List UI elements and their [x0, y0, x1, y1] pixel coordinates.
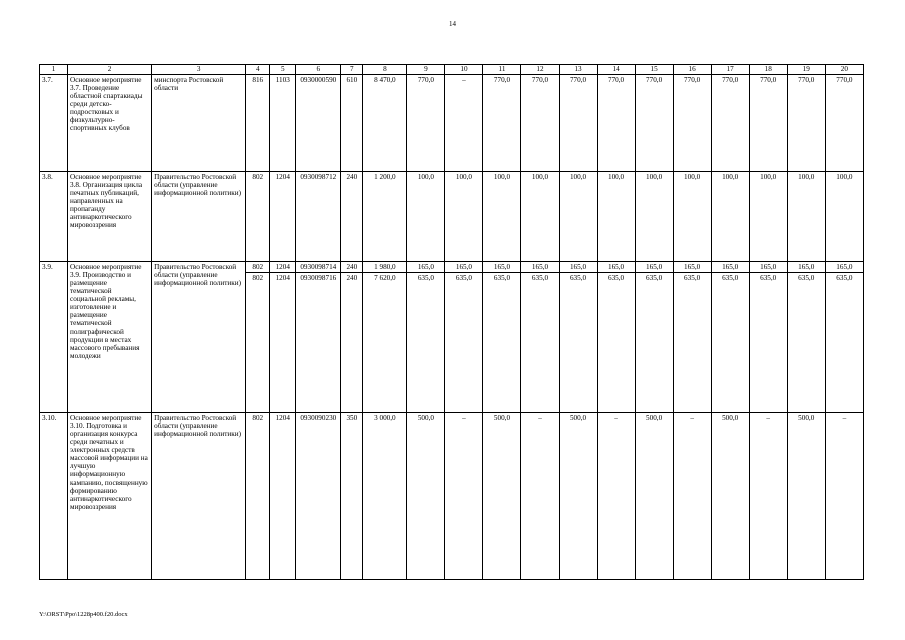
- document-file-path: Y:\ORST\Ppo\1228p400.f20.docx: [39, 611, 128, 618]
- line-1: 802: [252, 263, 264, 271]
- column-header: 12: [521, 65, 559, 75]
- cell-year: 770,0: [407, 75, 445, 172]
- column-header: 7: [341, 65, 363, 75]
- cell-year: 500,0: [635, 413, 673, 580]
- row-number: 3.7.: [40, 75, 68, 172]
- cell-year: 770,0: [635, 75, 673, 172]
- cell-year: –: [825, 413, 863, 580]
- line-2: 802: [246, 272, 269, 282]
- cell-grbs: 802: [246, 413, 270, 580]
- line-1: 240: [346, 263, 358, 271]
- line-1: 0930098714: [300, 263, 337, 271]
- cell-year: 770,0: [559, 75, 597, 172]
- cell-year: 770,0: [673, 75, 711, 172]
- line-1: 165,0: [646, 263, 663, 271]
- activity-name: Основное мероприятие 3.10. Подготовка и организация конкурса среди печатных и электронных средств массовой информации на лучшую информационную кампанию, посвященную формированию антинаркотического мировоззрения: [68, 413, 152, 580]
- line-2: 635,0: [521, 272, 558, 282]
- column-header: 13: [559, 65, 597, 75]
- executor: минспорта Ростовской области: [152, 75, 246, 172]
- line-1: 165,0: [760, 263, 777, 271]
- line-1: 165,0: [417, 263, 434, 271]
- cell-year: 770,0: [825, 75, 863, 172]
- row-number: 3.8.: [40, 172, 68, 262]
- executor: Правительство Ростовской области (управление информационной политики): [152, 172, 246, 262]
- line-2: 635,0: [712, 272, 749, 282]
- cell-vr: [341, 262, 363, 413]
- cell-year: –: [521, 413, 559, 580]
- column-header: 14: [597, 65, 635, 75]
- line-2: 635,0: [407, 272, 444, 282]
- column-header: 19: [787, 65, 825, 75]
- cell-rzpr: [270, 262, 296, 413]
- cell-year: [483, 262, 521, 413]
- column-header: 16: [673, 65, 711, 75]
- line-1: 165,0: [722, 263, 739, 271]
- cell-year: 100,0: [787, 172, 825, 262]
- line-2: 240: [341, 272, 362, 282]
- budget-table-container: [39, 64, 864, 580]
- line-2: 7 620,0: [363, 272, 406, 282]
- cell-year: 100,0: [673, 172, 711, 262]
- cell-year: 770,0: [483, 75, 521, 172]
- cell-year: –: [749, 413, 787, 580]
- line-1: 165,0: [798, 263, 815, 271]
- cell-total: 1 200,0: [363, 172, 407, 262]
- cell-year: [407, 262, 445, 413]
- activity-name: Основное мероприятие 3.9. Производство и размещение тематической социальной рекламы, изготовление и размещение тематической полиграфической продукции в местах массового пребывания молодежи: [68, 262, 152, 413]
- column-header: 8: [363, 65, 407, 75]
- cell-year: [787, 262, 825, 413]
- line-1: 1204: [275, 263, 290, 271]
- line-2: 635,0: [560, 272, 597, 282]
- cell-year: 100,0: [597, 172, 635, 262]
- column-header: 2: [68, 65, 152, 75]
- cell-grbs: [246, 262, 270, 413]
- line-2: 635,0: [483, 272, 520, 282]
- row-number: 3.9.: [40, 262, 68, 413]
- column-header: 6: [296, 65, 341, 75]
- cell-year: [635, 262, 673, 413]
- line-1: 165,0: [569, 263, 587, 271]
- line-2: 635,0: [674, 272, 711, 282]
- column-header: 1: [40, 65, 68, 75]
- cell-vr: 350: [341, 413, 363, 580]
- column-header: 18: [749, 65, 787, 75]
- table-row: [40, 75, 864, 172]
- cell-year: 100,0: [711, 172, 749, 262]
- cell-year: [445, 262, 483, 413]
- cell-csr: [296, 262, 341, 413]
- line-1: 165,0: [684, 263, 701, 271]
- executor: Правительство Ростовской области (управление информационной политики): [152, 262, 246, 413]
- cell-vr: 240: [341, 172, 363, 262]
- line-1: 1 980,0: [374, 263, 396, 271]
- column-header: 9: [407, 65, 445, 75]
- column-header: 4: [246, 65, 270, 75]
- cell-year: 500,0: [711, 413, 749, 580]
- line-2: 635,0: [636, 272, 673, 282]
- cell-year: [559, 262, 597, 413]
- column-header: 11: [483, 65, 521, 75]
- cell-rzpr: 1103: [270, 75, 296, 172]
- cell-total: [363, 262, 407, 413]
- cell-year: 770,0: [711, 75, 749, 172]
- cell-year: 770,0: [787, 75, 825, 172]
- line-1: 165,0: [607, 263, 625, 271]
- line-1: 165,0: [531, 263, 549, 271]
- column-header: 15: [635, 65, 673, 75]
- cell-year: 100,0: [559, 172, 597, 262]
- cell-total: 8 470,0: [363, 75, 407, 172]
- line-1: 165,0: [836, 263, 853, 271]
- cell-year: [711, 262, 749, 413]
- line-2: 635,0: [598, 272, 635, 282]
- cell-year: –: [445, 75, 483, 172]
- cell-vr: 610: [341, 75, 363, 172]
- budget-table: [39, 64, 864, 580]
- page-number: 14: [449, 20, 456, 28]
- cell-year: 100,0: [445, 172, 483, 262]
- table-row: [40, 413, 864, 580]
- cell-year: [597, 262, 635, 413]
- cell-year: 500,0: [483, 413, 521, 580]
- cell-rzpr: 1204: [270, 413, 296, 580]
- cell-year: 770,0: [749, 75, 787, 172]
- cell-year: 770,0: [597, 75, 635, 172]
- cell-year: 100,0: [635, 172, 673, 262]
- line-2: 635,0: [750, 272, 787, 282]
- column-header: 10: [445, 65, 483, 75]
- line-1: 165,0: [493, 263, 511, 271]
- cell-year: 100,0: [407, 172, 445, 262]
- cell-year: 500,0: [407, 413, 445, 580]
- cell-year: –: [673, 413, 711, 580]
- column-header: 17: [711, 65, 749, 75]
- line-2: 1204: [270, 272, 295, 282]
- table-row: [40, 172, 864, 262]
- cell-csr: 0930090230: [296, 413, 341, 580]
- cell-year: [521, 262, 559, 413]
- line-2: 635,0: [445, 272, 482, 282]
- activity-name: Основное мероприятие 3.8. Организация цикла печатных публикаций, направленных на пропаганду антинаркотического мировоззрения: [68, 172, 152, 262]
- cell-rzpr: 1204: [270, 172, 296, 262]
- cell-year: [825, 262, 863, 413]
- cell-csr: 0930000590: [296, 75, 341, 172]
- cell-year: 100,0: [483, 172, 521, 262]
- column-header: 3: [152, 65, 246, 75]
- cell-year: [673, 262, 711, 413]
- column-header: 5: [270, 65, 296, 75]
- activity-name: Основное мероприятие 3.7. Проведение областной спартакиады среди детско-подростковых и физкультурно-спортивных клубов: [68, 75, 152, 172]
- cell-year: 100,0: [749, 172, 787, 262]
- cell-grbs: 816: [246, 75, 270, 172]
- cell-year: –: [597, 413, 635, 580]
- table-row: [40, 262, 864, 413]
- line-2: 0930098716: [296, 272, 340, 282]
- cell-year: –: [445, 413, 483, 580]
- cell-grbs: 802: [246, 172, 270, 262]
- cell-year: [749, 262, 787, 413]
- column-header: 20: [825, 65, 863, 75]
- row-number: 3.10.: [40, 413, 68, 580]
- cell-year: 500,0: [559, 413, 597, 580]
- cell-year: 500,0: [787, 413, 825, 580]
- line-2: 635,0: [788, 272, 825, 282]
- cell-csr: 0930098712: [296, 172, 341, 262]
- cell-year: 770,0: [521, 75, 559, 172]
- cell-year: 100,0: [825, 172, 863, 262]
- table-header: [40, 65, 864, 75]
- line-2: 635,0: [826, 272, 863, 282]
- executor: Правительство Ростовской области (управление информационной политики): [152, 413, 246, 580]
- cell-year: 100,0: [521, 172, 559, 262]
- line-1: 165,0: [455, 263, 473, 271]
- cell-total: 3 000,0: [363, 413, 407, 580]
